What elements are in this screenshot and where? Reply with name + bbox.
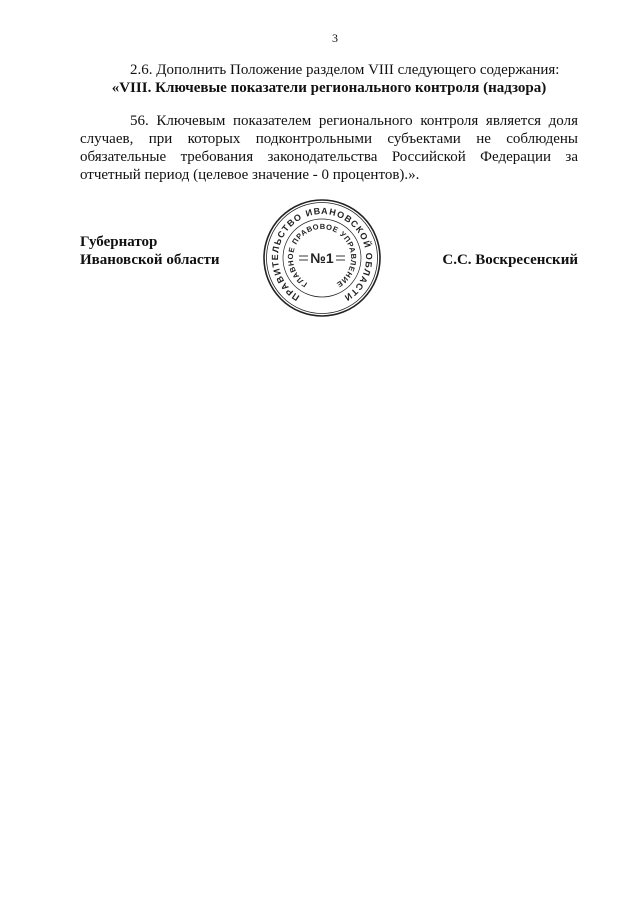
section-title: «VIII. Ключевые показатели регионального контроля (надзора) — [111, 80, 547, 96]
signatory-name: С.С. Воскресенский — [442, 252, 578, 268]
paragraph-line: отчетный период (целевое значение - 0 процентов).». — [80, 167, 420, 183]
paragraph-line: 56. Ключевым показателем регионального контроля является доля — [130, 113, 578, 129]
stamp-center-number: №1 — [310, 250, 334, 266]
official-stamp — [261, 197, 383, 319]
stamp-inner-text: ГЛАВНОЕ ПРАВОВОЕ УПРАВЛЕНИЕ — [285, 221, 359, 290]
signatory-position: Губернатор — [80, 234, 158, 250]
stamp-outer-text: ПРАВИТЕЛЬСТВО ИВАНОВСКОЙ ОБЛАСТИ — [269, 205, 375, 303]
amendment-intro: 2.6. Дополнить Положение разделом VIII следующего содержания: — [130, 62, 560, 78]
paragraph-line: случаев, при которых подконтрольными субъектами не соблюдены — [80, 131, 578, 147]
signatory-region: Ивановской области — [80, 252, 220, 268]
paragraph-line: обязательные требования законодательства Российской Федерации за — [80, 149, 578, 165]
page-number: 3 — [332, 31, 338, 45]
